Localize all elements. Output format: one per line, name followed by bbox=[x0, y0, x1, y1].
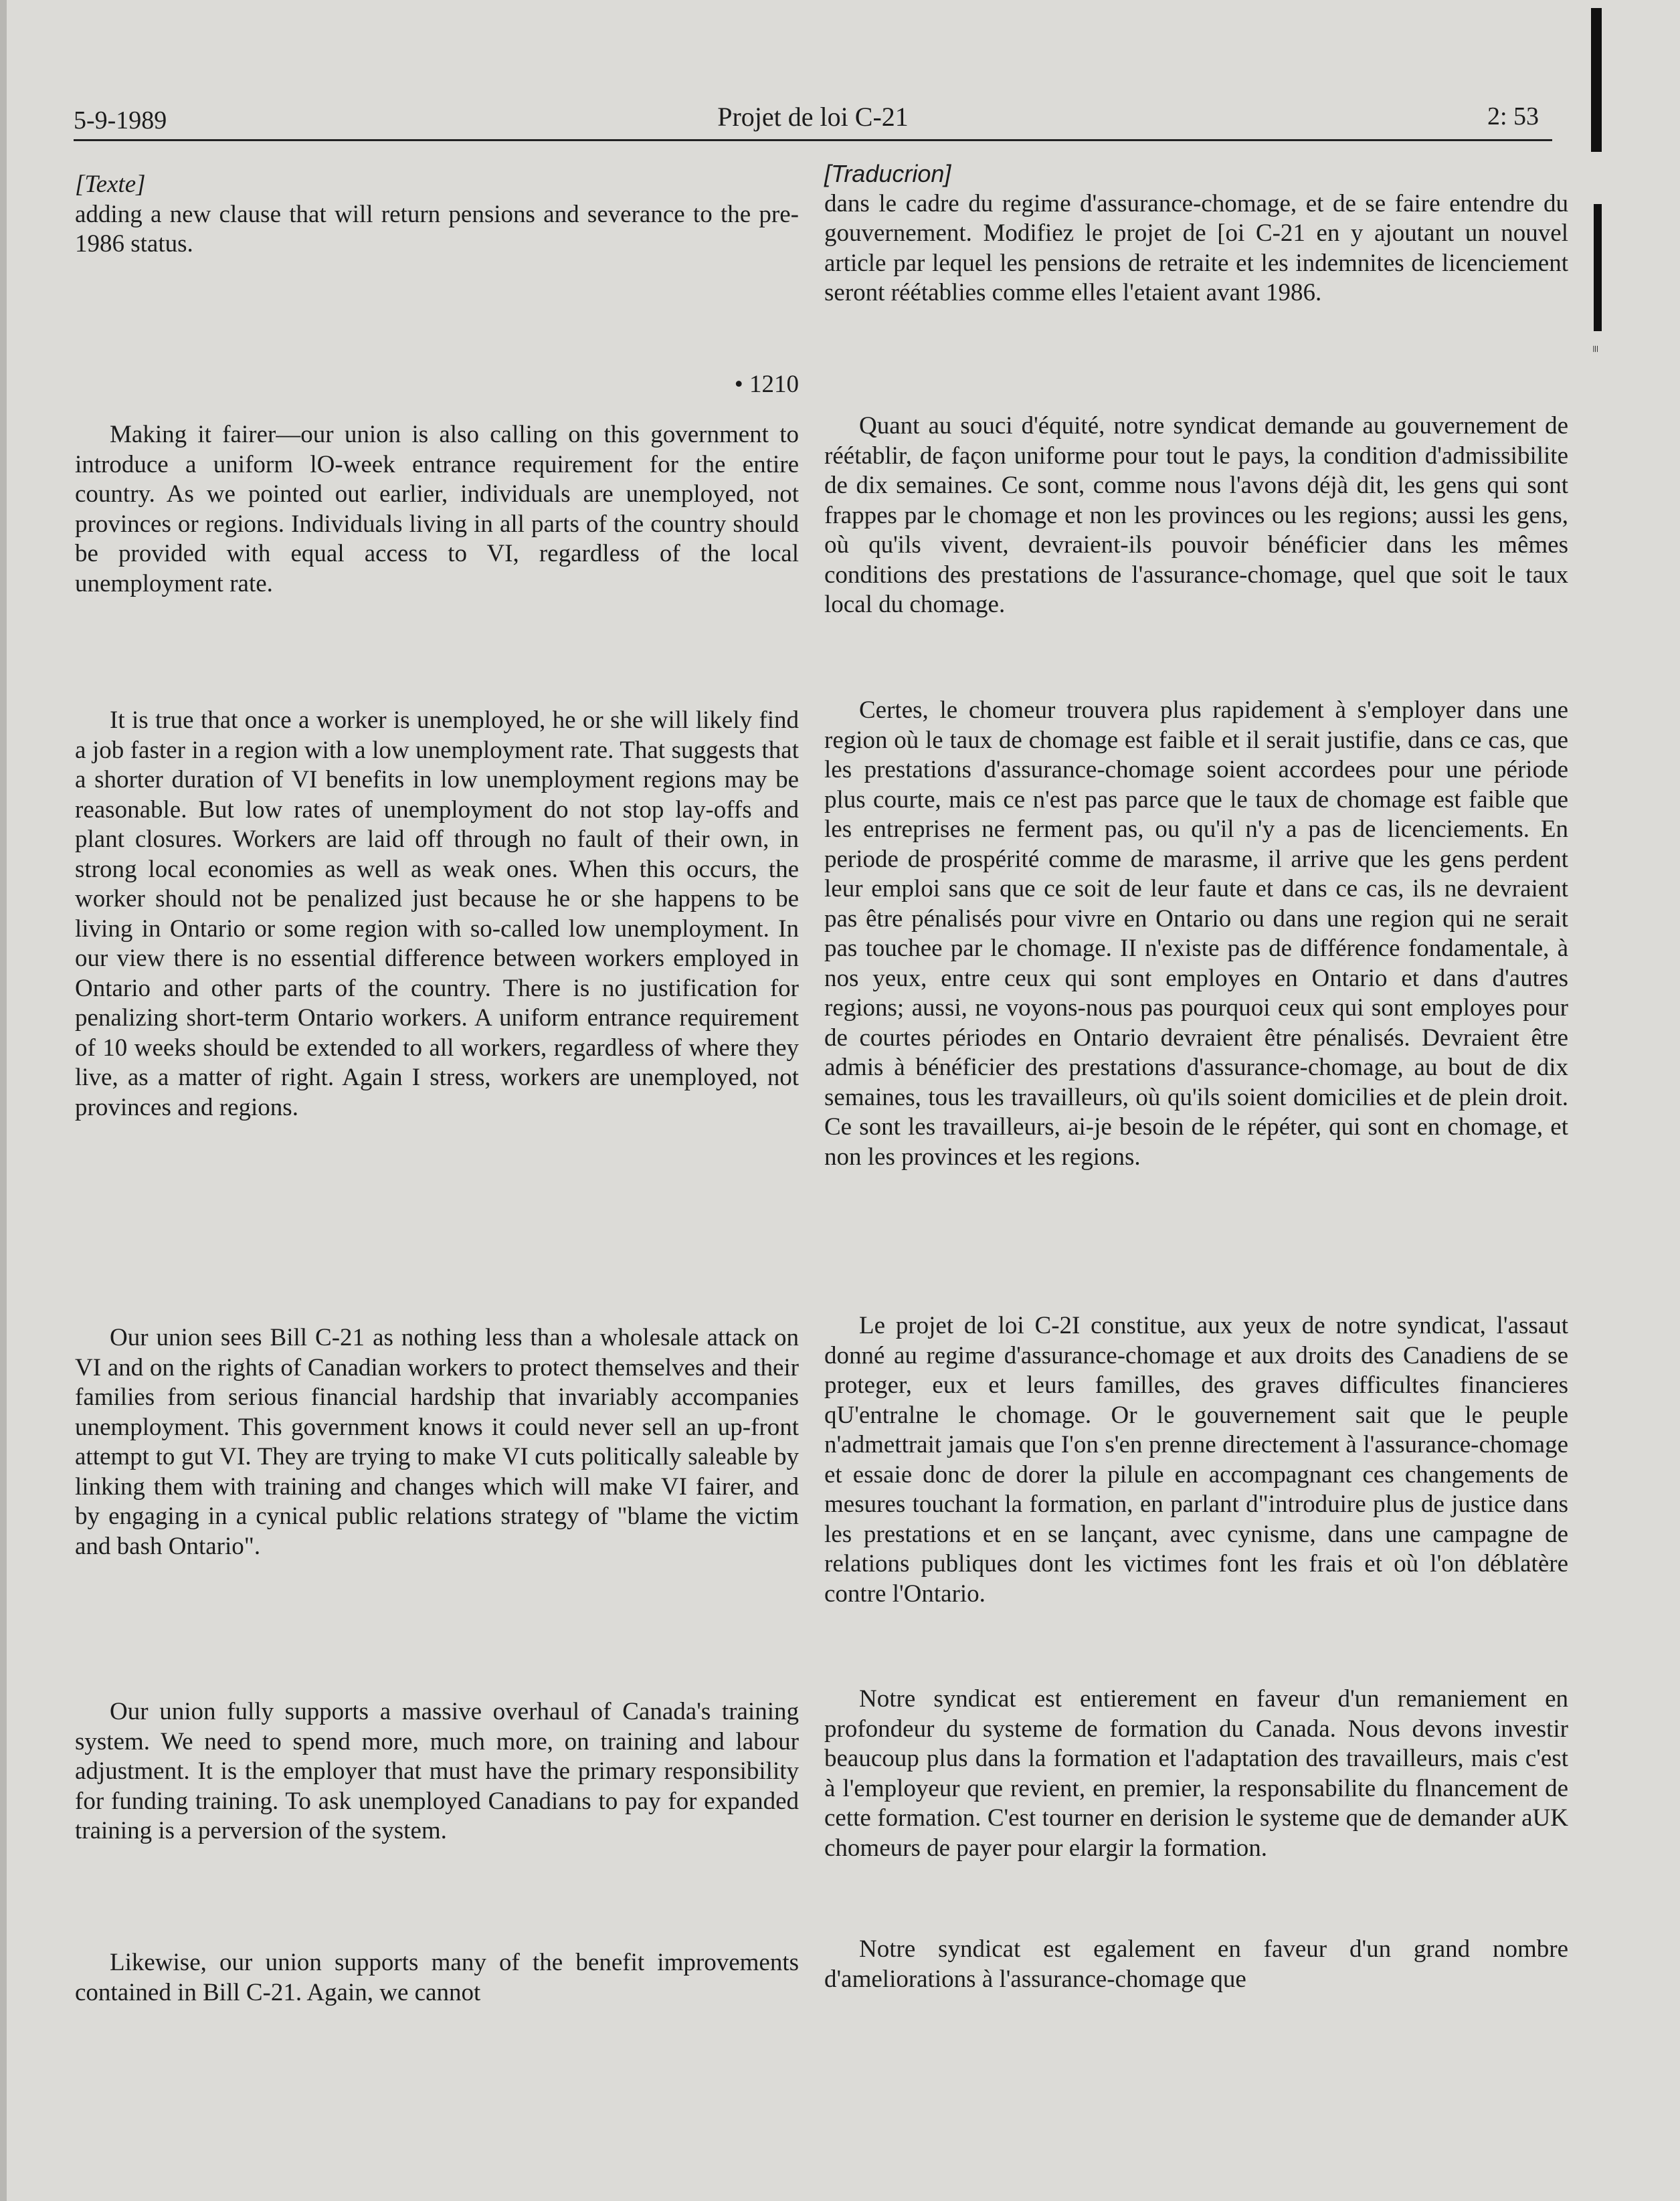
english-label-block bbox=[75, 170, 799, 260]
english-paragraph-1-block bbox=[75, 420, 799, 599]
french-paragraph-5: Notre syndicat est egalement en faveur d'un grand nombre d'ameliorations à l'assurance-chomage que bbox=[824, 1935, 1568, 1993]
scan-margin-bar-top bbox=[1591, 8, 1602, 152]
french-paragraph-1: Quant au souci d'équité, notre syndicat demande au gouvernement de réétablir, de façon uniforme pour tout le pays, la condition d'admissibilite de dix semaines. Ce sont, comme nous l'avons déjà dit, les gens qui sont frappes par le chomage et non les provinces ou les regions; aussi les gens, où qu'ils vivent, devraient-ils pouvoir bénéficier dans les mêmes conditions des prestations de l'assurance-chomage, quel que soit le taux local du chomage. bbox=[824, 412, 1568, 618]
english-paragraph-1: Making it fairer—our union is also calling on this government to introduce a uniform lO-week entrance requirement for the entire country. As we pointed out earlier, individuals are unemployed, not provinces or regions. Individuals living in all parts of the country should be provided with equal access to VI, regardless of the local unemployment rate. bbox=[75, 421, 799, 597]
english-paragraph-0: adding a new clause that will return pensions and severance to the pre-1986 status. bbox=[75, 200, 799, 258]
french-paragraph-4-block bbox=[824, 1685, 1568, 1863]
english-paragraph-4-block bbox=[75, 1697, 799, 1846]
header-title: Projet de loi C-21 bbox=[717, 102, 909, 132]
french-paragraph-5-block bbox=[824, 1935, 1568, 1994]
english-paragraph-2: It is true that once a worker is unemployed, he or she will likely find a job faster in a region with a low unemployment rate. That suggests that a shorter duration of VI benefits in low unemployment regions may be reasonable. But low rates of unemployment do not stop lay-offs and plant closures. Workers are laid off through no fault of their own, in strong local economies as well as weak ones. When this occurs, the worker should not be penalized just because he or she happens to be living in Ontario or some region with so-called low unemployment. In our view there is no essential difference between workers employed in Ontario and other parts of the country. There is no justification for penalizing short-term Ontario workers. A uniform entrance requirement of 10 weeks should be extended to all workers, regardless of where they live, as a matter of right. Again I stress, workers are unemployed, not provinces and regions. bbox=[75, 706, 799, 1121]
french-paragraph-2-block bbox=[824, 696, 1568, 1172]
english-paragraph-2-block bbox=[75, 706, 799, 1123]
page-header bbox=[74, 86, 1552, 141]
scan-margin-mark: ≡ bbox=[1588, 345, 1603, 353]
english-paragraph-4: Our union fully supports a massive overhaul of Canada's training system. We need to spend more, much more, on training and labour adjustment. It is the employer that must have the primary responsibility for funding training. To ask unemployed Canadians to pay for expanded training is a perversion of the system. bbox=[75, 1698, 799, 1844]
page-edge-shadow bbox=[0, 0, 7, 2201]
header-date: 5-9-1989 bbox=[74, 106, 167, 134]
french-paragraph-4: Notre syndicat est entierement en faveur d'un remaniement en profondeur du systeme de formation du Canada. Nous devons investir beaucoup plus dans la formation et l'adaptation des travailleurs, mais c'est à l'employeur que revient, en premier, la responsabilite du flnancement de cette formation. C'est tourner en derision le systeme que de demander aUK chomeurs de payer pour elargir la formation. bbox=[824, 1685, 1568, 1862]
french-paragraph-3-block bbox=[824, 1311, 1568, 1609]
english-paragraph-3-block bbox=[75, 1323, 799, 1561]
header-page-number: 2: 53 bbox=[1487, 102, 1539, 130]
french-paragraph-2: Certes, le chomeur trouvera plus rapidement à s'employer dans une region où le taux de chomage est faible et il serait justifie, dans ce cas, que les prestations d'assurance-chomage soient accordees pour une période plus courte, mais ce n'est pas parce que le taux de chomage est faible que les entreprises ne ferment pas, ou qu'il n'y a pas de licenciements. En periode de prospérité comme de marasme, il arrive que les gens perdent leur emploi sans que ce soit de leur faute et dans ce cas, ils ne devraient pas être pénalisés pour vivre en Ontario ou dans une region qui ne serait pas touchee par le chomage. II n'existe pas de différence fondamentale, à nos yeux, entre ceux qui sont employes en Ontario et dans d'autres regions; aussi, ne voyons-nous pas pourquoi ceux qui sont employes pour de courtes périodes en Ontario devraient être pénalisés. Devraient être admis à bénéficier des prestations d'assurance-chomage, au bout de dix semaines, tous les travailleurs, où qu'ils soient domicilies et de plein droit. Ce sont les travailleurs, ai-je besoin de le répéter, qui sont en chomage, et non les provinces et les regions. bbox=[824, 696, 1568, 1171]
english-paragraph-5-block bbox=[75, 1948, 799, 2008]
french-paragraph-0: dans le cadre du regime d'assurance-chomage, et de se faire entendre du gouvernement. Modifiez le projet de [oi C-21 en y ajoutant un nouvel article par lequel les pensions de retraite et les indemnites de licenciement seront réétablies comme elles l'etaient avant 1986. bbox=[824, 189, 1568, 306]
french-paragraph-1-block bbox=[824, 411, 1568, 620]
time-stamp: • 1210 bbox=[734, 371, 799, 398]
english-paragraph-5: Likewise, our union supports many of the benefit improvements contained in Bill C-21. Again, we cannot bbox=[75, 1949, 799, 2006]
french-paragraph-3: Le projet de loi C-2I constitue, aux yeux de notre syndicat, l'assaut donné au regime d'assurance-chomage et aux droits des Canadiens de se proteger, eux et leurs familles, des graves difficultes financieres qU'entralne le chomage. Or le gouvernement sait que le peuple n'admettrait jamais que I'on s'en prenne directement à l'assurance-chomage et essaie donc de dorer la pilule en accompagnant ces changements de mesures touchant la formation, en parlant d"introduire plus de justice dans les prestations et en se lançant, avec cynisme, dans une campagne de relations publiques dont les victimes font les frais et où l'on déblatère contre l'Ontario. bbox=[824, 1312, 1568, 1608]
french-label-block bbox=[824, 159, 1568, 308]
french-label: [Traducrion] bbox=[824, 160, 951, 187]
english-label: [Texte] bbox=[75, 171, 146, 198]
english-paragraph-3: Our union sees Bill C-21 as nothing less than a wholesale attack on VI and on the rights of Canadian workers to protect themselves and their families from serious financial hardship that invariably accompanies unemployment. This government knows it could never sell an up-front attempt to gut VI. They are trying to make VI cuts politically saleable by linking them with training and changes which will make VI fairer, and by engaging in a cynical public relations strategy of "blame the victim and bash Ontario". bbox=[75, 1324, 799, 1560]
scan-margin-bar-middle bbox=[1594, 204, 1602, 331]
